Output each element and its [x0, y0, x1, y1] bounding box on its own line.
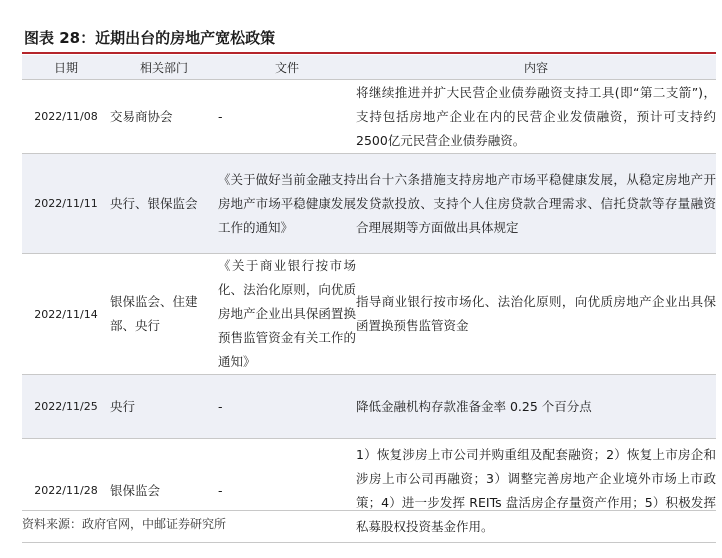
row-date: 2022/11/11	[22, 154, 110, 254]
row-content: 将继续推进并扩大民营企业债券融资支持工具(即“第二支箭”)，支持包括房地产企业在内的民营企业发债融资，预计可支持约2500亿元民营企业债券融资。	[356, 80, 716, 154]
table-row	[22, 154, 716, 254]
row-date: 2022/11/08	[22, 80, 110, 154]
source-note: 资料来源：政府官网，中邮证券研究所	[22, 510, 716, 532]
row-content: 指导商业银行按市场化、法治化原则，向优质房地产企业出具保函置换预售监管资金	[356, 254, 716, 375]
row-date: 2022/11/25	[22, 375, 110, 439]
table-header-row	[22, 55, 716, 80]
table-row	[22, 254, 716, 375]
row-date: 2022/11/14	[22, 254, 110, 375]
row-document: -	[218, 439, 356, 543]
row-institution: 交易商协会	[110, 80, 218, 154]
table-row	[22, 80, 716, 154]
row-document: -	[218, 375, 356, 439]
table-row	[22, 375, 716, 439]
policy-table	[22, 55, 716, 543]
row-document: -	[218, 80, 356, 154]
header-date: 日期	[22, 55, 110, 80]
row-institution: 银保监会	[110, 439, 218, 543]
row-document: 《关于做好当前金融支持房地产市场平稳健康发展工作的通知》	[218, 154, 356, 254]
title-rule	[22, 52, 716, 54]
header-document: 文件	[218, 55, 356, 80]
header-institution: 相关部门	[110, 55, 218, 80]
row-institution: 央行、银保监会	[110, 154, 218, 254]
row-document: 《关于商业银行按市场化、法治化原则，向优质房地产企业出具保函置换预售监管资金有关工作的通知》	[218, 254, 356, 375]
header-content: 内容	[356, 55, 716, 80]
figure-title: 图表 28：近期出台的房地产宽松政策	[24, 29, 276, 47]
row-institution: 银保监会、住建部、央行	[110, 254, 218, 375]
row-institution: 央行	[110, 375, 218, 439]
row-content: 出台十六条措施支持房地产市场平稳健康发展，从稳定房地产开发贷款投放、支持个人住房贷款合理需求、信托贷款等存量融资合理展期等方面做出具体规定	[356, 154, 716, 254]
row-content: 降低金融机构存款准备金率 0.25 个百分点	[356, 375, 716, 439]
row-date: 2022/11/28	[22, 439, 110, 543]
row-content: 1）恢复涉房上市公司并购重组及配套融资；2）恢复上市房企和涉房上市公司再融资；3）调整完善房地产企业境外市场上市政策；4）进一步发挥 REITs 盘活房企存量资产作用；5）积极发挥私募股权投资基金作用。	[356, 439, 716, 543]
